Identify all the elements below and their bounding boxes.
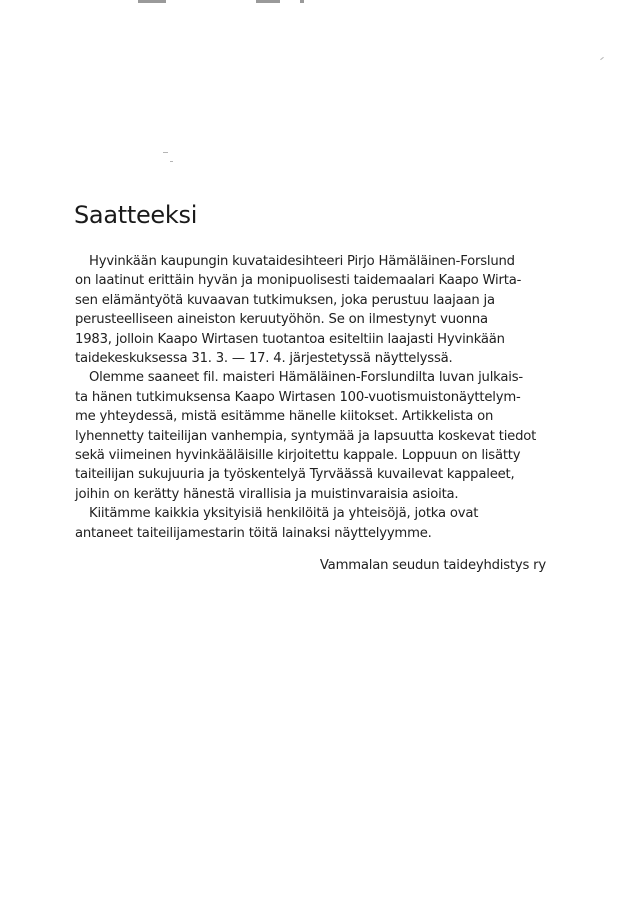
scan-speck xyxy=(170,161,173,162)
scan-speck xyxy=(163,152,168,153)
scan-artifact xyxy=(256,0,280,3)
text-line: perusteelliseen aineiston keruutyöhön. Se on ilmestynyt vuonna xyxy=(75,312,488,328)
body-text xyxy=(75,252,547,543)
text-line: lyhennetty taiteilijan vanhempia, syntymää ja lapsuutta koskevat tiedot xyxy=(75,428,537,444)
page-title: Saatteeksi xyxy=(74,201,198,229)
text-line: ta hänen tutkimuksensa Kaapo Wirtasen 100-vuotismuistonäyttelym- xyxy=(75,389,521,405)
scan-artifact xyxy=(138,0,166,3)
text-line: taiteilijan sukujuuria ja työskentelyä Tyrväässä kuvailevat kappaleet, xyxy=(75,467,515,483)
text-line: sen elämäntyötä kuvaavan tutkimuksen, joka perustuu laajaan ja xyxy=(75,292,495,308)
text-line: antaneet taiteilijamestarin töitä lainaksi näyttelyymme. xyxy=(75,525,432,541)
text-line: taidekeskuksessa 31. 3. — 17. 4. järjestetyssä näyttelyssä. xyxy=(75,351,453,367)
text-line: Olemme saaneet fil. maisteri Hämäläinen-Forslundilta luvan julkais- xyxy=(89,370,523,386)
text-line: Hyvinkään kaupungin kuvataidesihteeri Pirjo Hämäläinen-Forslund xyxy=(89,254,515,269)
paragraph-3 xyxy=(75,504,547,543)
text-line: 1983, jolloin Kaapo Wirtasen tuotantoa esiteltiin laajasti Hyvinkään xyxy=(75,331,505,347)
text-line: sekä viimeinen hyvinkääläisille kirjoitettu kappale. Loppuun on lisätty xyxy=(75,448,521,464)
text-line: Kiitämme kaikkia yksityisiä henkilöitä ja yhteisöjä, jotka ovat xyxy=(89,506,479,522)
text-line: on laatinut erittäin hyvän ja monipuolisesti taidemaalari Kaapo Wirta- xyxy=(75,273,522,289)
scan-artifact xyxy=(300,0,304,3)
paragraph-2 xyxy=(75,368,547,504)
text-line: joihin on kerätty hänestä virallisia ja muistinvaraisia asioita. xyxy=(75,486,459,502)
paragraph-1 xyxy=(75,252,547,368)
text-line: me yhteydessä, mistä esitämme hänelle kiitokset. Artikkelista on xyxy=(75,409,494,425)
signature: Vammalan seudun taideyhdistys ry xyxy=(319,558,546,573)
scan-speck xyxy=(600,57,604,60)
